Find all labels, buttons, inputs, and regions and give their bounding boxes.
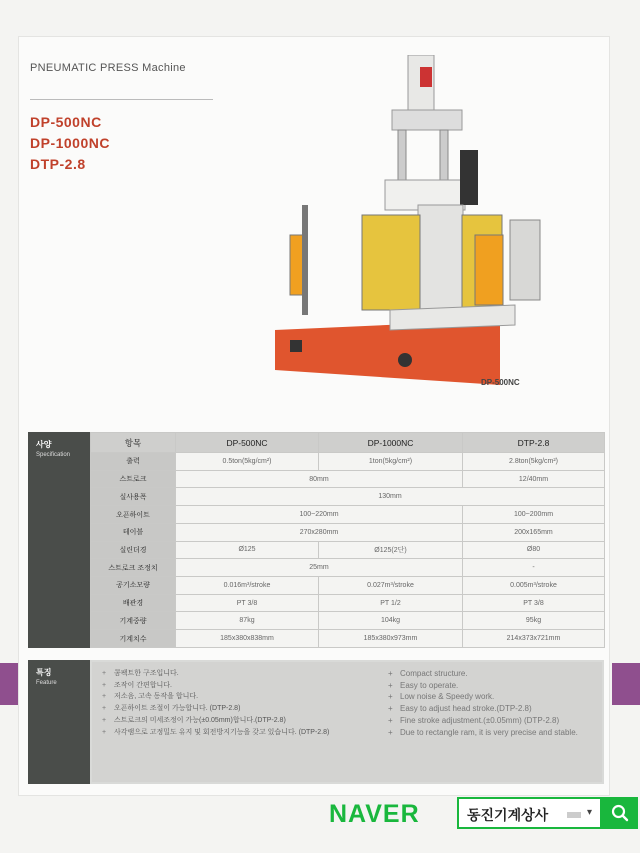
- table-cell: 185x380x838mm: [176, 630, 319, 648]
- table-cell: -: [463, 559, 605, 577]
- table-row: [91, 453, 605, 471]
- purple-band-right: [612, 663, 640, 705]
- column-header: DP-1000NC: [319, 433, 463, 453]
- table-cell: 1ton(5kg/cm²): [319, 453, 463, 471]
- row-label: 기계중량: [91, 612, 176, 630]
- title-divider: [30, 99, 213, 100]
- chevron-down-icon[interactable]: ▾: [587, 807, 593, 818]
- table-cell: PT 3/8: [463, 594, 605, 612]
- row-label: 공기소모량: [91, 577, 176, 595]
- table-row: [91, 523, 605, 541]
- table-cell: 130mm: [176, 488, 605, 506]
- table-cell: Ø80: [463, 541, 605, 559]
- row-label: 스트로크: [91, 470, 176, 488]
- table-cell: Ø125: [176, 541, 319, 559]
- table-row: [91, 506, 605, 524]
- table-cell: PT 1/2: [319, 594, 463, 612]
- table-cell: 100~220mm: [176, 506, 463, 524]
- features-list-ko: [100, 668, 370, 738]
- row-label: 출력: [91, 453, 176, 471]
- search-icon: [611, 804, 629, 822]
- table-row: [91, 488, 605, 506]
- list-item: + Compact structure.: [386, 668, 596, 680]
- search-query[interactable]: 동진기계상사: [467, 807, 549, 823]
- list-item: + Due to rectangle ram, it is very precise and stable.: [386, 727, 596, 739]
- purple-band-left: [0, 663, 18, 705]
- table-cell: 100~200mm: [463, 506, 605, 524]
- column-header: 항목: [91, 433, 176, 453]
- table-cell: 270x280mm: [176, 523, 463, 541]
- spec-label-en: Specification: [36, 452, 71, 458]
- features-side-label: [28, 660, 90, 784]
- list-item: + Easy to adjust head stroke.(DTP-2.8): [386, 703, 596, 715]
- model-name: DP-500NC: [30, 114, 102, 130]
- list-item: + Low noise & Speedy work.: [386, 691, 596, 703]
- table-cell: 0.027m³/stroke: [319, 577, 463, 595]
- row-label: 테이블: [91, 523, 176, 541]
- features-label-en: Feature: [36, 680, 57, 686]
- row-label: 실린더경: [91, 541, 176, 559]
- table-row: [91, 577, 605, 595]
- search-input[interactable]: [457, 797, 602, 829]
- list-item: + 스트로크의 미세조정이 가능(±0.05mm)합니다.(DTP-2.8): [100, 715, 370, 727]
- model-name: DP-1000NC: [30, 135, 110, 151]
- table-cell: 2.8ton(5kg/cm²): [463, 453, 605, 471]
- table-row: [91, 470, 605, 488]
- spec-header-row: [91, 433, 605, 453]
- image-caption: DP-500NC: [481, 378, 520, 387]
- list-item: + Fine stroke adjustment.(±0.05mm) (DTP-2.8): [386, 715, 596, 727]
- table-row: [91, 612, 605, 630]
- table-cell: 214x373x721mm: [463, 630, 605, 648]
- row-label: 오픈하이트: [91, 506, 176, 524]
- table-cell: PT 3/8: [176, 594, 319, 612]
- features-label-ko: 특징: [36, 668, 52, 677]
- column-header: DTP-2.8: [463, 433, 605, 453]
- table-cell: 0.005m³/stroke: [463, 577, 605, 595]
- table-cell: Ø125(2단): [319, 541, 463, 559]
- keyboard-icon[interactable]: [567, 812, 581, 818]
- table-row: [91, 594, 605, 612]
- features-list-en: [386, 668, 596, 738]
- table-row: [91, 630, 605, 648]
- table-cell: 104kg: [319, 612, 463, 630]
- list-item: + 오픈하이트 조절이 가능합니다. (DTP-2.8): [100, 703, 370, 715]
- search-button[interactable]: [602, 797, 638, 829]
- row-label: 스트로크 조정치: [91, 559, 176, 577]
- table-row: [91, 559, 605, 577]
- spec-section: [28, 432, 604, 648]
- table-cell: 0.016m³/stroke: [176, 577, 319, 595]
- table-cell: 80mm: [176, 470, 463, 488]
- table-cell: 0.5ton(5kg/cm²): [176, 453, 319, 471]
- list-item: + 조작이 간편합니다.: [100, 680, 370, 692]
- list-item: + 사각램으로 고정밀도 유지 및 회전방지기능을 갖고 있습니다. (DTP-2.8): [100, 727, 370, 739]
- table-cell: 25mm: [176, 559, 463, 577]
- list-item: + 저소음, 고속 동작을 합니다.: [100, 691, 370, 703]
- naver-logo[interactable]: NAVER: [329, 800, 420, 828]
- row-label: 실사용폭: [91, 488, 176, 506]
- table-cell: 87kg: [176, 612, 319, 630]
- row-label: 배관경: [91, 594, 176, 612]
- column-header: DP-500NC: [176, 433, 319, 453]
- features-section: [28, 660, 604, 784]
- table-row: [91, 541, 605, 559]
- features-body: [92, 662, 602, 782]
- spec-side-label: [28, 432, 90, 648]
- model-name: DTP-2.8: [30, 156, 86, 172]
- table-cell: 185x380x973mm: [319, 630, 463, 648]
- list-item: + 콤팩트한 구조입니다.: [100, 668, 370, 680]
- table-cell: 200x165mm: [463, 523, 605, 541]
- list-item: + Easy to operate.: [386, 680, 596, 692]
- row-label: 기계치수: [91, 630, 176, 648]
- table-cell: 95kg: [463, 612, 605, 630]
- table-cell: 12/40mm: [463, 470, 605, 488]
- spec-label-ko: 사양: [36, 440, 52, 449]
- press-machine-image: [270, 55, 550, 395]
- spec-table: [90, 432, 605, 648]
- brochure-title: PNEUMATIC PRESS Machine: [30, 62, 186, 74]
